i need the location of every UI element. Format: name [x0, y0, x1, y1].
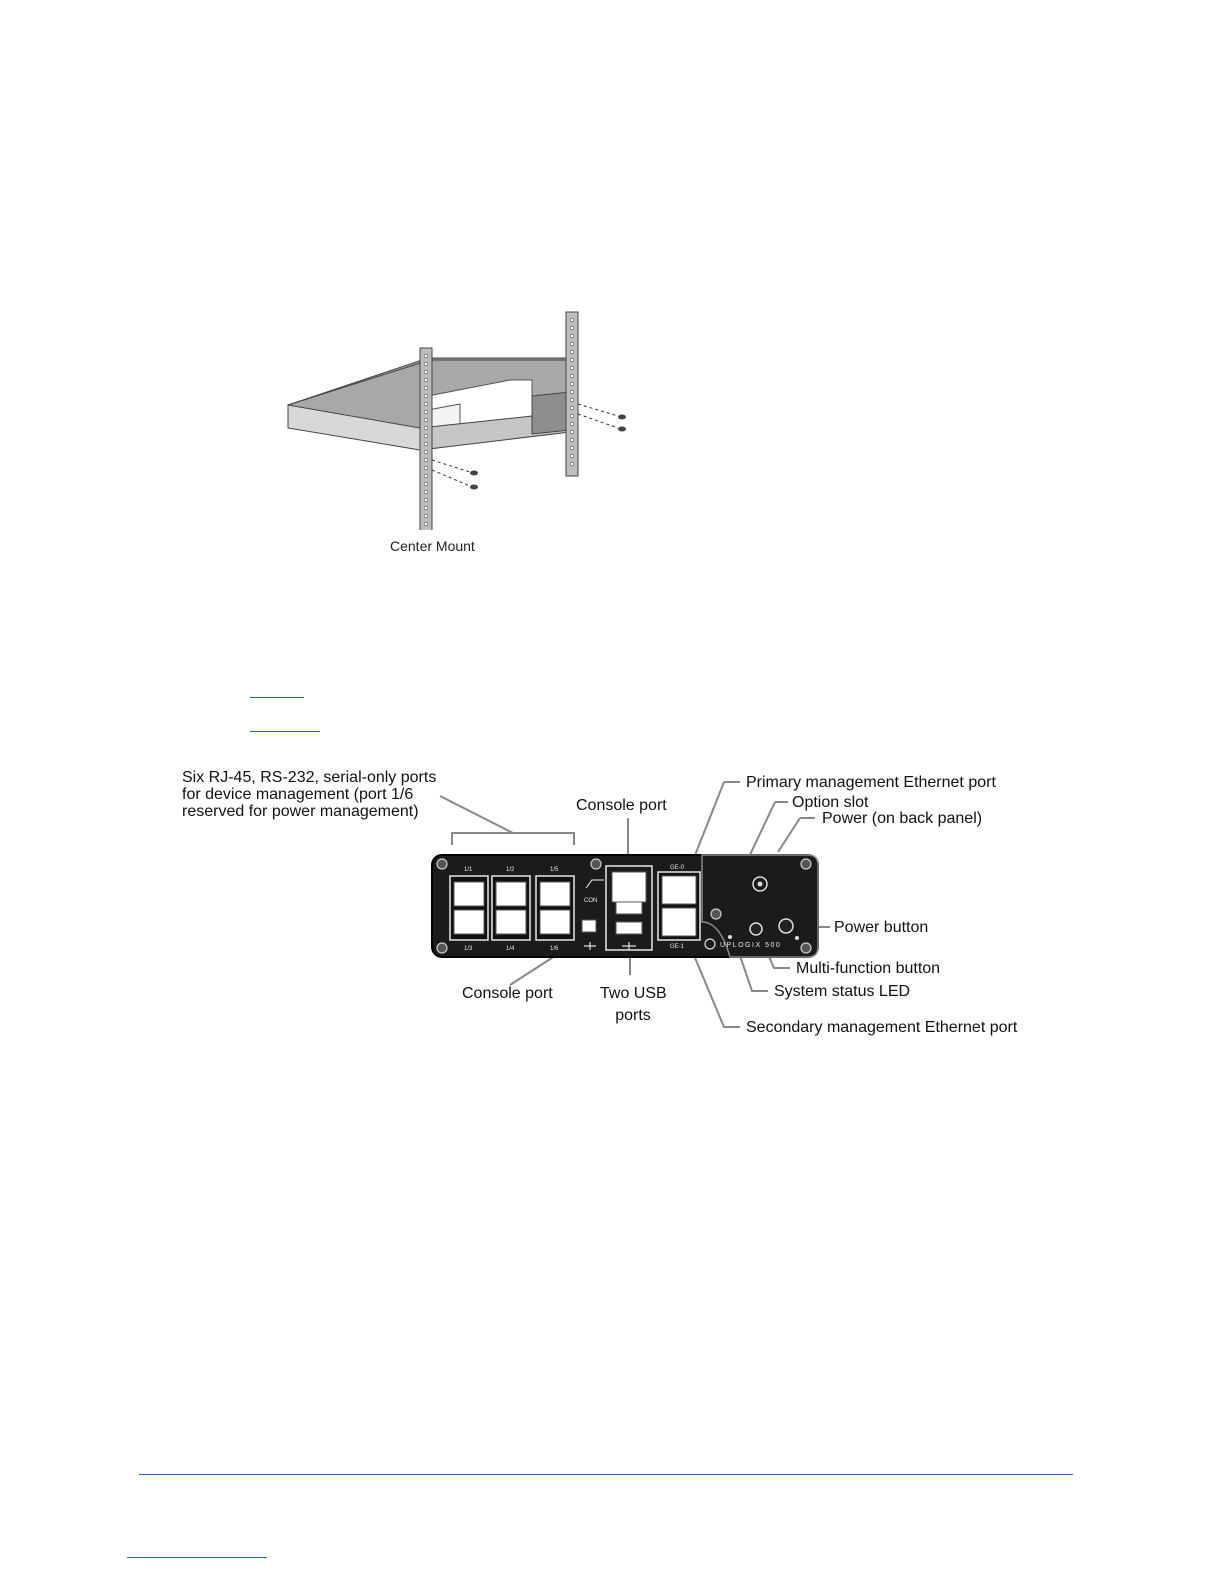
port-label-1-2: 1/2 [506, 867, 515, 873]
callout-console-port-top: Console port [576, 797, 667, 814]
port-label-1-5: 1/5 [550, 867, 559, 873]
brand-label: UPLOGIX 500 [720, 942, 782, 949]
footer-link[interactable] [127, 1557, 267, 1558]
footer-rule [139, 1474, 1073, 1475]
port-label-1-4: 1/4 [506, 946, 515, 952]
callout-option-slot: Option slot [792, 794, 869, 811]
callout-primary-ethernet: Primary management Ethernet port [746, 774, 996, 791]
callout-multi-function-button: Multi-function button [796, 960, 941, 977]
con-label: CON [584, 898, 598, 904]
ge0-label: GE-0 [670, 865, 685, 871]
callout-serial-ports: Six RJ-45, RS-232, serial-only ports for device management (port 1/6 reserved for power management) [182, 769, 437, 820]
callout-power-button: Power button [834, 919, 929, 936]
port-label-1-3: 1/3 [464, 946, 473, 952]
callout-power: Power (on back panel) [822, 810, 983, 827]
callout-secondary-ethernet: Secondary management Ethernet port [746, 1019, 1018, 1036]
callout-console-port-bottom: Console port [462, 985, 553, 1002]
callout-status-led: System status LED [774, 983, 911, 1000]
figure-caption: Center Mount [390, 538, 475, 554]
device-front-panel [430, 852, 822, 962]
port-label-1-1: 1/1 [464, 867, 473, 873]
ge1-label: GE-1 [670, 944, 685, 950]
callout-usb-ports: Two USB ports [600, 985, 667, 1024]
port-label-1-6: 1/6 [550, 946, 559, 952]
